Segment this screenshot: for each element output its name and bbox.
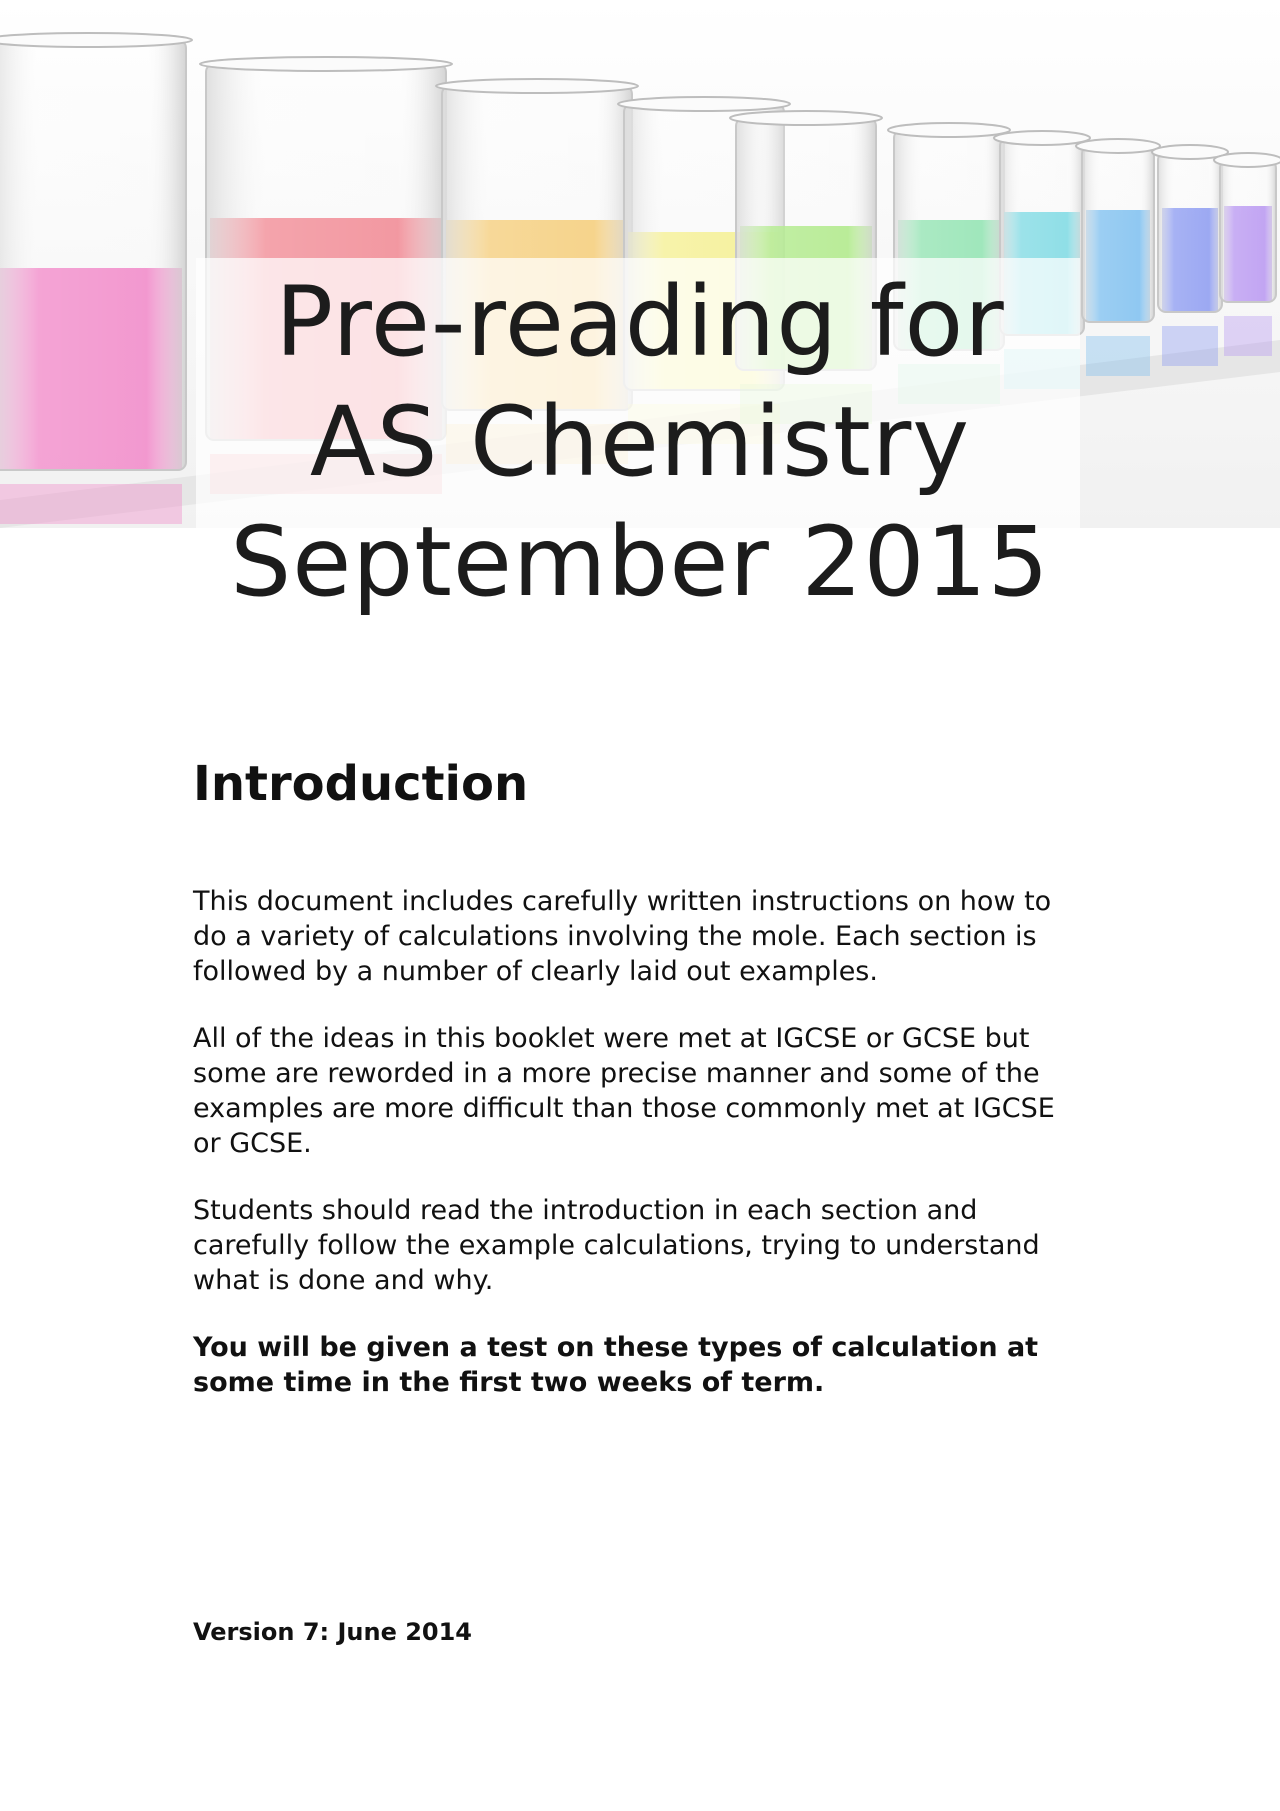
introduction-section	[193, 752, 1073, 1432]
intro-paragraph-1: This document includes carefully written instructions on how to do a variety of calculations involving the mole. Each section is followed by a number of clearly laid out examples.	[193, 886, 1052, 987]
section-heading: Introduction	[193, 756, 529, 812]
intro-paragraph-2: All of the ideas in this booklet were met at IGCSE or GCSE but some are reworded in a more precise manner and some of the examples are more difficult than those commonly met at IGCSE or GCSE.	[193, 1023, 1055, 1159]
document-title	[0, 262, 1280, 622]
test-notice: You will be given a test on these types of calculation at some time in the first two weeks of term.	[193, 1332, 1039, 1398]
title-line-2: AS Chemistry	[309, 386, 971, 498]
title-line-1: Pre-reading for	[275, 266, 1005, 378]
version-label: Version 7: June 2014	[193, 1618, 472, 1646]
intro-paragraph-3: Students should read the introduction in each section and carefully follow the example calculations, trying to understand what is done and why.	[193, 1195, 1040, 1296]
title-line-3: September 2015	[230, 506, 1050, 618]
